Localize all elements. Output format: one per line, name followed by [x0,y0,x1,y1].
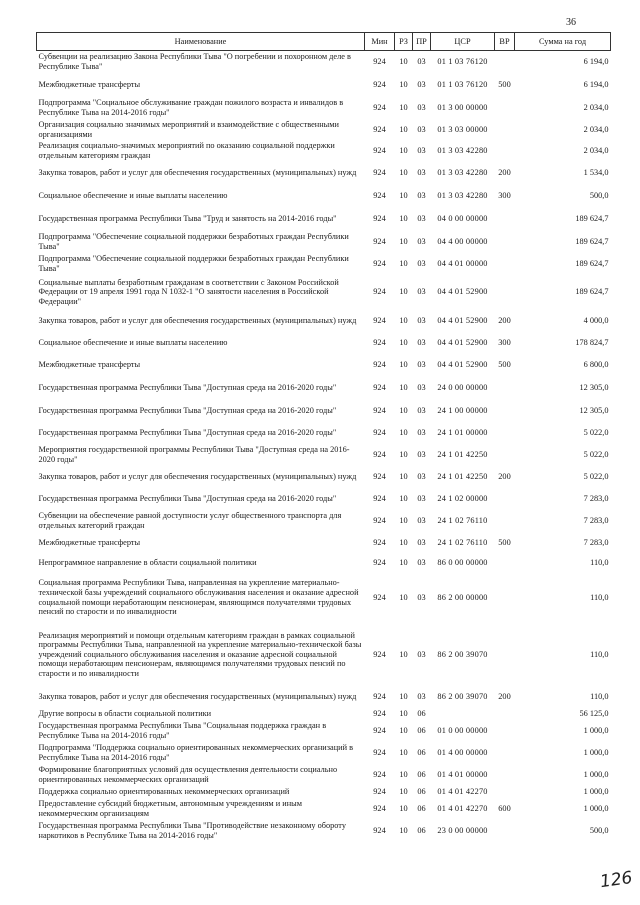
row-pr: 06 [417,803,426,813]
table-row [37,466,611,488]
row-pr: 03 [417,515,426,525]
row-min: 924 [373,102,386,112]
row-vr [495,275,515,310]
row-sum: 500,0 [589,825,609,835]
row-sum: 189 624,7 [575,236,609,246]
row-pr: 03 [417,79,426,89]
row-rz: 10 [399,747,408,757]
row-rz: 10 [399,471,408,481]
row-vr [495,742,515,764]
row-csr: 86 2 00 00000 [437,592,488,602]
row-pr: 06 [417,786,426,796]
row-name: Государственная программа Республики Тыва "Доступная среда на 2016-2020 годы" [38,493,337,503]
row-rz: 10 [399,337,408,347]
row-min: 924 [373,493,386,503]
row-name: Государственная программа Республики Тыва "Доступная среда на 2016-2020 годы" [38,382,337,392]
row-sum: 500,0 [589,190,609,200]
row-min: 924 [373,287,386,297]
row-rz: 10 [399,56,408,66]
row-min: 924 [373,691,386,701]
row-sum: 6 800,0 [583,359,609,369]
row-pr: 03 [417,557,426,567]
row-rz: 10 [399,79,408,89]
row-rz: 10 [399,708,408,718]
table-row [37,786,611,798]
table-row [37,572,611,624]
row-pr: 06 [417,747,426,757]
row-name: Государственная программа Республики Тыва "Доступная среда на 2016-2020 годы" [38,427,337,437]
row-csr: 24 1 00 00000 [437,405,488,415]
row-csr: 01 1 03 76120 [437,56,488,66]
row-rz: 10 [399,493,408,503]
row-min: 924 [373,79,386,89]
row-csr: 01 3 03 00000 [437,124,488,134]
header-pr: ПР [413,33,431,51]
row-name: Государственная программа Республики Тыва "Противодействие незаконному обороту наркотиков в Республике Тыва на 2014-2016 годы" [38,820,346,840]
row-csr: 01 1 03 76120 [437,79,488,89]
table-body [37,51,611,842]
row-min: 924 [373,56,386,66]
table-row [37,208,611,231]
row-pr: 03 [417,315,426,325]
row-sum: 1 000,0 [583,747,609,757]
row-vr [495,376,515,400]
row-rz: 10 [399,315,408,325]
row-rz: 10 [399,691,408,701]
row-vr [495,444,515,466]
header-rz: РЗ [395,33,413,51]
row-rz: 10 [399,649,408,659]
row-vr [495,554,515,572]
row-name: Формирование благоприятных условий для осуществления деятельности социально ориентированных некоммерческих организаций [38,764,338,784]
row-vr [495,720,515,742]
row-min: 924 [373,167,386,177]
row-rz: 10 [399,190,408,200]
row-vr: 300 [498,337,511,347]
row-min: 924 [373,471,386,481]
row-name: Закупка товаров, работ и услуг для обеспечения государственных (муниципальных) нужд [38,691,357,701]
row-name: Социальное обеспечение и иные выплаты населению [38,337,228,347]
row-sum: 12 305,0 [579,405,609,415]
header-csr: ЦСР [431,33,495,51]
table-row [37,275,611,310]
row-min: 924 [373,236,386,246]
row-vr [495,208,515,231]
row-min: 924 [373,359,386,369]
row-name: Социальное обеспечение и иные выплаты населению [38,190,228,200]
row-min: 924 [373,557,386,567]
row-min: 924 [373,803,386,813]
row-pr: 03 [417,102,426,112]
row-sum: 6 194,0 [583,56,609,66]
row-sum: 7 283,0 [583,493,609,503]
row-pr: 03 [417,124,426,134]
row-rz: 10 [399,786,408,796]
row-name: Закупка товаров, работ и услуг для обеспечения государственных (муниципальных) нужд [38,167,357,177]
table-row [37,720,611,742]
row-vr: 500 [498,359,511,369]
row-name: Государственная программа Республики Тыва "Труд и занятость на 2014-2016 годы" [38,214,337,224]
table-row [37,624,611,686]
row-name: Подпрограмма "Социальное обслуживание граждан пожилого возраста и инвалидов в Республике Тыва на 2014-2016 годы" [38,97,344,117]
row-csr: 04 0 00 00000 [437,214,488,224]
row-min: 924 [373,382,386,392]
row-min: 924 [373,515,386,525]
row-rz: 10 [399,427,408,437]
row-rz: 10 [399,725,408,735]
row-name: Мероприятия государственной программы Республики Тыва "Доступная среда на 2016-2020 годы" [38,444,350,464]
row-min: 924 [373,258,386,268]
row-rz: 10 [399,803,408,813]
row-vr [495,510,515,532]
row-csr: 01 4 01 42270 [437,786,488,796]
row-rz: 10 [399,382,408,392]
row-csr: 24 1 01 00000 [437,427,488,437]
row-csr: 01 4 01 42270 [437,803,488,813]
row-min: 924 [373,427,386,437]
table-header [37,33,611,51]
table-row [37,119,611,141]
row-min: 924 [373,708,386,718]
row-name: Непрограммное направление в области социальной политики [38,557,257,567]
row-rz: 10 [399,359,408,369]
row-vr: 200 [498,691,511,701]
row-sum: 110,0 [590,557,609,567]
row-min: 924 [373,405,386,415]
handwritten-page-number: 126 [598,867,634,893]
row-vr [495,820,515,842]
row-csr: 24 1 01 42250 [437,449,488,459]
row-pr: 03 [417,287,426,297]
row-sum: 5 022,0 [583,471,609,481]
row-csr: 01 3 03 42280 [437,190,488,200]
row-min: 924 [373,315,386,325]
row-sum: 2 034,0 [583,146,609,156]
row-pr: 03 [417,236,426,246]
row-vr: 600 [498,803,511,813]
row-name: Подпрограмма "Поддержка социально ориентированных некоммерческих организаций в Республике Тыва на 2014-2016 годы" [38,742,354,762]
row-rz: 10 [399,258,408,268]
row-sum: 5 022,0 [583,427,609,437]
table-row [37,184,611,208]
row-csr: 86 2 00 39070 [437,649,488,659]
table-row [37,708,611,720]
row-name: Государственная программа Республики Тыва "Доступная среда на 2016-2020 годы" [38,405,337,415]
row-csr: 04 4 01 52900 [437,287,488,297]
table-row [37,73,611,97]
row-sum: 2 034,0 [583,102,609,112]
row-sum: 110,0 [590,649,609,659]
row-min: 924 [373,190,386,200]
row-pr: 06 [417,725,426,735]
row-min: 924 [373,337,386,347]
row-name: Государственная программа Республики Тыва "Социальная поддержка граждан в Республике Тыва на 2014-2016 годы" [38,720,327,740]
row-rz: 10 [399,102,408,112]
row-vr [495,572,515,624]
row-vr [495,400,515,422]
row-vr [495,231,515,253]
row-sum: 6 194,0 [583,79,609,89]
row-min: 924 [373,449,386,459]
row-csr: 01 4 01 00000 [437,769,488,779]
row-vr [495,624,515,686]
row-name: Другие вопросы в области социальной политики [38,708,212,718]
row-csr: 24 0 00 00000 [437,382,488,392]
row-vr: 500 [498,537,511,547]
row-name: Межбюджетные трансферты [38,537,141,547]
row-rz: 10 [399,515,408,525]
row-vr [495,488,515,510]
row-rz: 10 [399,449,408,459]
row-csr: 01 3 03 42280 [437,167,488,177]
row-sum: 1 534,0 [583,167,609,177]
header-name: Наименование [37,33,365,51]
row-pr: 03 [417,56,426,66]
row-min: 924 [373,146,386,156]
row-min: 924 [373,769,386,779]
row-sum: 1 000,0 [583,786,609,796]
row-csr: 04 4 01 00000 [437,258,488,268]
table-row [37,798,611,820]
table-row [37,310,611,332]
row-csr: 24 1 02 76110 [437,537,488,547]
table-row [37,686,611,708]
table-row [37,376,611,400]
row-csr: 24 1 01 42250 [437,471,488,481]
row-pr: 03 [417,427,426,437]
row-min: 924 [373,725,386,735]
row-name: Предоставление субсидий бюджетным, автономным учреждениям и иным некоммерческим организациям [38,798,302,818]
page-number: 36 [566,17,576,28]
row-vr [495,97,515,119]
row-pr: 03 [417,167,426,177]
table-row [37,354,611,376]
row-name: Организация социально значимых мероприятий и взаимодействие с общественными организациями [38,119,339,139]
row-sum: 189 624,7 [575,258,609,268]
row-name: Межбюджетные трансферты [38,359,141,369]
row-csr: 04 4 01 52900 [437,359,488,369]
table-row [37,51,611,73]
row-rz: 10 [399,825,408,835]
row-pr: 03 [417,190,426,200]
table-row [37,510,611,532]
row-vr [495,786,515,798]
row-min: 924 [373,786,386,796]
row-vr [495,253,515,275]
row-rz: 10 [399,405,408,415]
row-pr: 03 [417,405,426,415]
row-csr: 04 4 01 52900 [437,337,488,347]
row-name: Подпрограмма "Обеспечение социальной поддержки безработных граждан Республики Тыва" [38,253,349,273]
row-csr: 04 4 00 00000 [437,236,488,246]
row-min: 924 [373,124,386,134]
row-pr: 03 [417,592,426,602]
row-sum: 189 624,7 [575,214,609,224]
row-rz: 10 [399,592,408,602]
row-vr: 200 [498,471,511,481]
row-rz: 10 [399,557,408,567]
row-rz: 10 [399,537,408,547]
table-row [37,97,611,119]
row-csr: 23 0 00 00000 [437,825,488,835]
row-min: 924 [373,747,386,757]
row-name: Закупка товаров, работ и услуг для обеспечения государственных (муниципальных) нужд [38,471,357,481]
row-pr: 06 [417,825,426,835]
row-rz: 10 [399,167,408,177]
table-row [37,742,611,764]
row-rz: 10 [399,124,408,134]
row-name: Реализация социально-значимых мероприятий по оказанию социальной поддержки отдельным категориям граждан [38,141,335,160]
row-rz: 10 [399,236,408,246]
row-name: Поддержка социально ориентированных некоммерческих организаций [38,786,290,796]
row-name: Межбюджетные трансферты [38,79,141,89]
row-sum: 189 624,7 [575,287,609,297]
row-min: 924 [373,214,386,224]
row-name: Закупка товаров, работ и услуг для обеспечения государственных (муниципальных) нужд [38,315,357,325]
table-row [37,400,611,422]
table-row [37,444,611,466]
table-row [37,764,611,786]
row-vr [495,119,515,141]
row-name: Реализация мероприятий и помощи отдельным категориям граждан в рамках социальной программы Республики Тыва, направленной на укрепление материально-технической базы учреждений социального обслуживания населения и оказание адресной социальной помощи неработающим пенсионерам, являющимся получателями трудовых пенсий по старости и по инвалидности [38,630,362,678]
row-pr: 03 [417,258,426,268]
row-min: 924 [373,592,386,602]
row-rz: 10 [399,146,408,156]
row-name: Социальная программа Республики Тыва, направленная на укрепление материально-технической базы учреждений социального обслуживания населения и оказание адресной социальной помощи неработающим пенсионерам, являющимся получателями трудовых пенсий по старости и по инвалидности [38,578,359,617]
row-pr: 03 [417,691,426,701]
row-pr: 03 [417,493,426,503]
row-name: Субвенции на реализацию Закона Республики Тыва "О погребении и похоронном деле в Республике Тыва" [38,52,351,71]
row-rz: 10 [399,287,408,297]
row-min: 924 [373,825,386,835]
row-vr [495,764,515,786]
row-sum: 2 034,0 [583,124,609,134]
table-row [37,141,611,162]
row-sum: 110,0 [590,691,609,701]
row-name: Социальные выплаты безработным гражданам в соответствии с Законом Российской Федерации от 19 апреля 1991 года N 1032-1 "О занятости населения в Российской Федерации" [38,277,339,306]
row-csr: 24 1 02 00000 [437,493,488,503]
table-row [37,332,611,354]
row-sum: 1 000,0 [583,725,609,735]
row-vr: 200 [498,167,511,177]
table-row [37,162,611,184]
row-sum: 56 125,0 [579,708,609,718]
row-sum: 1 000,0 [583,803,609,813]
row-vr: 500 [498,79,511,89]
row-csr: 86 2 00 39070 [437,691,488,701]
row-pr: 03 [417,537,426,547]
row-csr [431,708,495,720]
row-pr: 03 [417,214,426,224]
table-row [37,532,611,554]
budget-table [36,32,611,842]
row-pr: 03 [417,471,426,481]
row-vr [495,141,515,162]
header-vr: ВР [495,33,515,51]
table-row [37,253,611,275]
row-min: 924 [373,537,386,547]
row-csr: 01 4 00 00000 [437,747,488,757]
row-pr: 03 [417,649,426,659]
row-pr: 03 [417,146,426,156]
row-csr: 01 3 00 00000 [437,102,488,112]
row-vr: 200 [498,315,511,325]
row-sum: 7 283,0 [583,537,609,547]
row-sum: 1 000,0 [583,769,609,779]
table-row [37,554,611,572]
row-csr: 04 4 01 52900 [437,315,488,325]
row-vr [495,51,515,73]
row-sum: 110,0 [590,592,609,602]
row-sum: 12 305,0 [579,382,609,392]
row-pr: 03 [417,382,426,392]
row-pr: 06 [417,769,426,779]
row-min: 924 [373,649,386,659]
row-csr: 01 3 03 42280 [437,146,488,156]
row-csr: 86 0 00 00000 [437,557,488,567]
row-vr: 300 [498,190,511,200]
row-vr [495,708,515,720]
header-min: Мин [365,33,395,51]
table-row [37,488,611,510]
table-row [37,422,611,444]
row-pr: 03 [417,359,426,369]
table-row [37,231,611,253]
row-sum: 7 283,0 [583,515,609,525]
row-name: Субвенции на обеспечение равной доступности услуг общественного транспорта для отдельных категорий граждан [38,510,342,530]
row-pr: 06 [417,708,426,718]
row-sum: 5 022,0 [583,449,609,459]
row-csr: 24 1 02 76110 [437,515,488,525]
row-sum: 4 000,0 [583,315,609,325]
row-rz: 10 [399,769,408,779]
row-vr [495,422,515,444]
row-name: Подпрограмма "Обеспечение социальной поддержки безработных граждан Республики Тыва" [38,231,349,251]
table-row [37,820,611,842]
row-pr: 03 [417,337,426,347]
row-sum: 178 824,7 [575,337,609,347]
row-pr: 03 [417,449,426,459]
header-sum: Сумма на год [515,33,611,51]
row-csr: 01 0 00 00000 [437,725,488,735]
row-rz: 10 [399,214,408,224]
